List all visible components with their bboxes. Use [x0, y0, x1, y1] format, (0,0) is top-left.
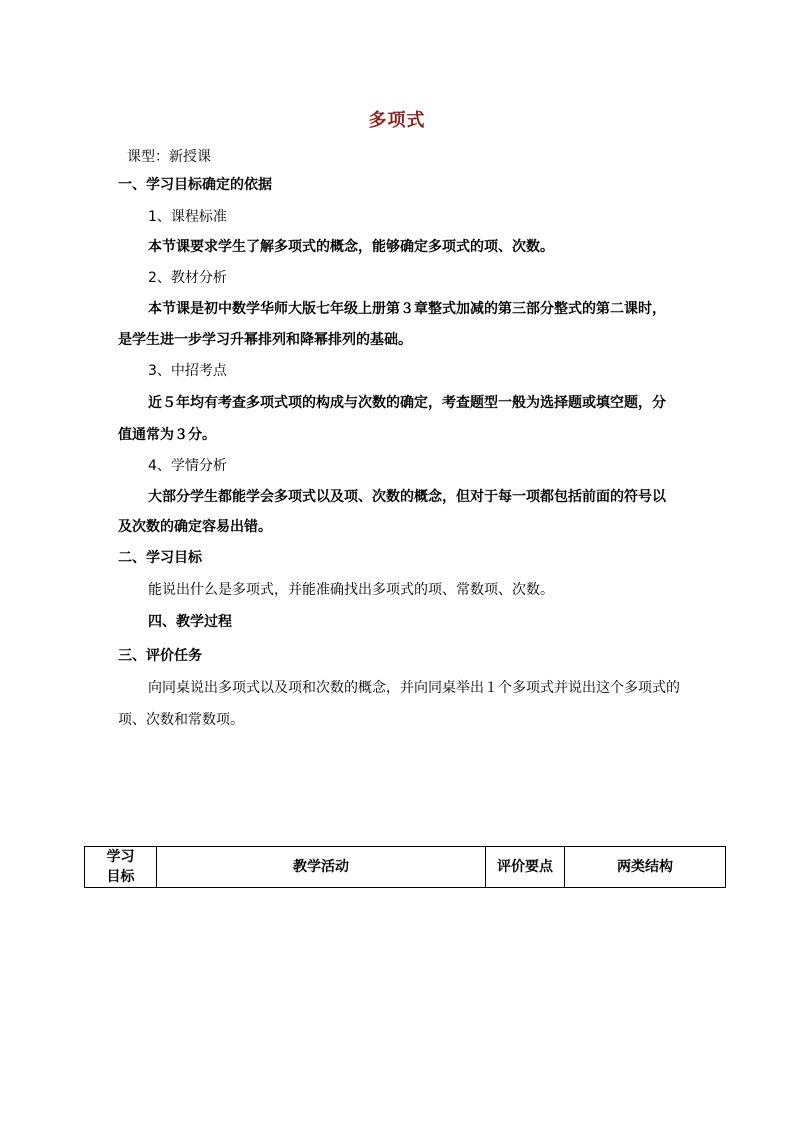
section-2-heading: 二、学习目标	[118, 550, 202, 566]
table-header-learning-goal-line2: 目标	[106, 869, 135, 885]
paragraph-line: 是学生进一步学习升幂排列和降幂排列的基础。	[118, 332, 412, 348]
subsection-label: 3、中招考点	[148, 363, 227, 379]
paragraph-line: 大部分学生都能学会多项式以及项、次数的概念，但对于每一项都包括前面的符号以	[148, 489, 666, 505]
table-header-learning-goal-line1: 学习	[106, 849, 135, 865]
section-3-heading: 三、评价任务	[118, 648, 202, 664]
table-header-learning-goal	[85, 847, 157, 888]
paragraph-line: 向同桌说出多项式以及项和次数的概念，并向同桌举出１个多项式并说出这个多项式的	[148, 680, 680, 696]
paragraph-line: 及次数的确定容易出错。	[118, 519, 272, 535]
paragraph-line: 本节课要求学生了解多项式的概念，能够确定多项式的项、次数。	[148, 239, 554, 255]
paragraph-line: 项、次数和常数项。	[118, 712, 244, 728]
table-header-evaluation-points: 评价要点	[486, 847, 565, 888]
table-header-two-structures: 两类结构	[565, 847, 726, 888]
paragraph-line: 本节课是初中数学华师大版七年级上册第３章整式加减的第三部分整式的第二课时，	[148, 301, 666, 317]
lesson-table	[84, 846, 726, 888]
page-title: 多项式	[368, 110, 426, 131]
subsection-label: 1、课程标准	[148, 209, 227, 225]
subsection-label: 2、教材分析	[148, 270, 227, 286]
section-1-heading: 一、学习目标确定的依据	[118, 177, 272, 193]
paragraph-line: 值通常为３分。	[118, 427, 216, 443]
paragraph-line: 近５年均有考查多项式项的构成与次数的确定，考查题型一般为选择题或填空题，分	[148, 395, 666, 411]
subsection-label: 4、学情分析	[148, 458, 227, 474]
table-header-row	[85, 847, 726, 888]
section-4-heading: 四、教学过程	[148, 614, 232, 630]
lesson-type: 课型：新授课	[127, 149, 211, 165]
paragraph-line: 能说出什么是多项式，并能准确找出多项式的项、常数项、次数。	[148, 582, 554, 598]
table-header-teaching-activity: 教学活动	[157, 847, 486, 888]
